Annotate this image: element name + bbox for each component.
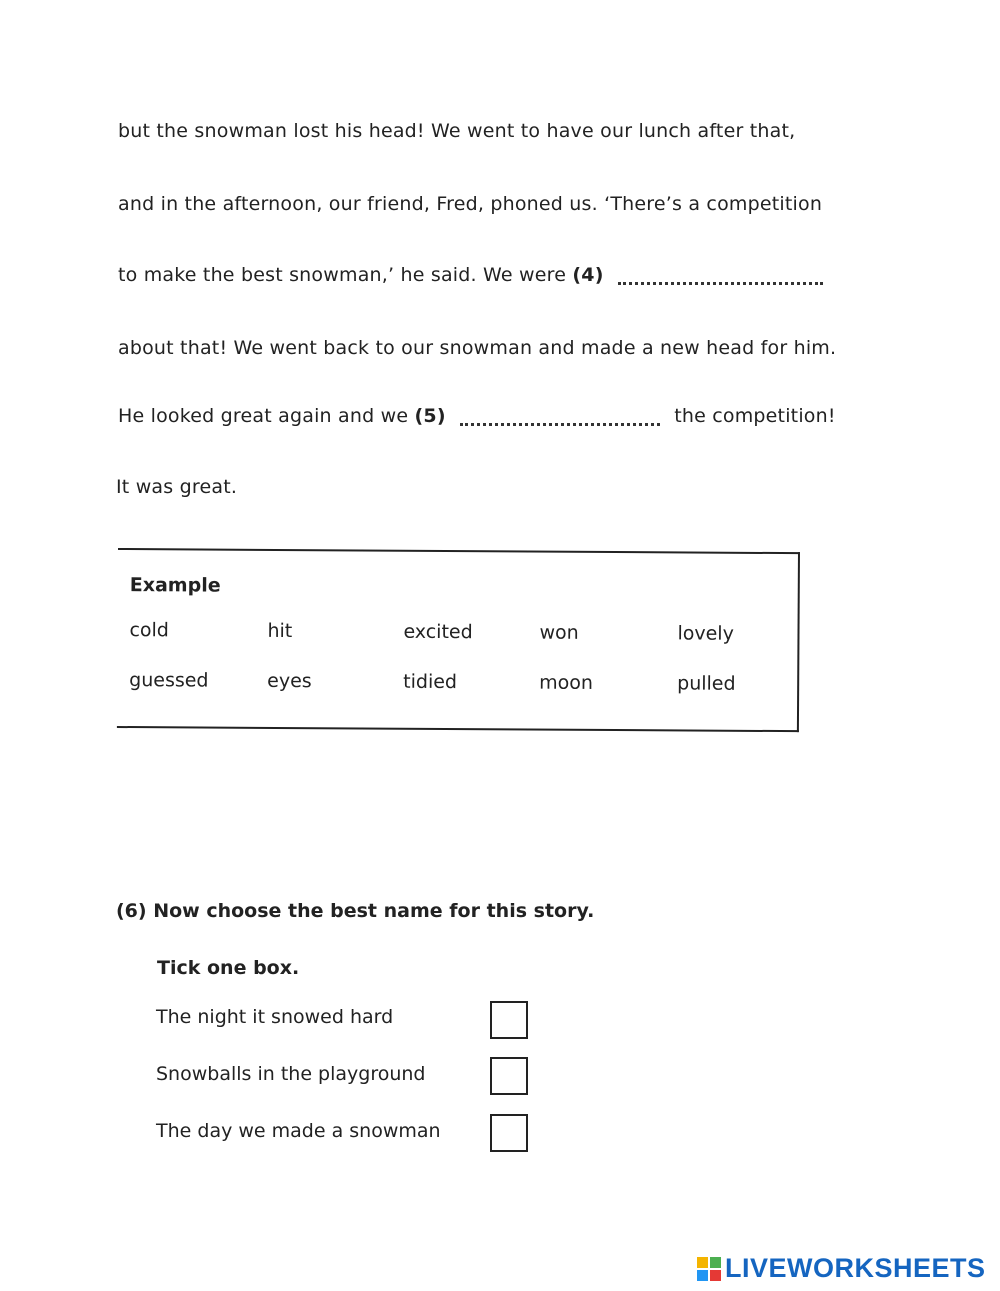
word-lovely: lovely <box>677 622 734 645</box>
word-pulled: pulled <box>677 672 736 695</box>
brand-name: LIVEWORKSHEETS <box>725 1253 986 1283</box>
option-1-label: The night it snowed hard <box>156 1006 394 1028</box>
logo-square-3 <box>697 1270 708 1281</box>
option-3-checkbox[interactable] <box>490 1114 528 1152</box>
gap-4-label: (4) <box>572 264 604 286</box>
question-6-instruction: Tick one box. <box>157 957 300 979</box>
story-line-5-end: the competition! <box>674 405 836 427</box>
story-line-2: and in the afternoon, our friend, Fred, phoned us. ‘There’s a competition <box>118 193 823 215</box>
logo-square-2 <box>710 1257 721 1268</box>
gap-5-answer-blank[interactable] <box>460 405 660 426</box>
story-line-5 <box>118 405 836 427</box>
gap-5-label: (5) <box>414 405 446 427</box>
liveworksheets-brand <box>697 1253 986 1284</box>
question-6-title: (6) Now choose the best name for this story. <box>116 900 595 922</box>
word-hit: hit <box>267 619 293 643</box>
story-line-4: about that! We went back to our snowman and made a new head for him. <box>118 337 837 359</box>
option-2-label: Snowballs in the playground <box>156 1063 426 1085</box>
word-cold: cold <box>129 619 169 642</box>
story-line-1: but the snowman lost his head! We went to have our lunch after that, <box>118 120 796 142</box>
logo-square-4 <box>710 1270 721 1281</box>
story-line-3-text: to make the best snowman,’ he said. We were <box>118 264 567 286</box>
word-tidied: tidied <box>403 670 458 694</box>
word-box-title: Example <box>129 574 221 597</box>
option-1-checkbox[interactable] <box>490 1001 528 1039</box>
gap-4-answer-blank[interactable] <box>618 264 823 285</box>
story-line-3 <box>118 264 831 286</box>
option-2-checkbox[interactable] <box>490 1057 528 1095</box>
word-box <box>117 548 800 732</box>
word-guessed: guessed <box>129 669 209 692</box>
story-line-6: It was great. <box>116 476 238 498</box>
story-line-5-text: He looked great again and we <box>118 405 409 427</box>
word-won: won <box>539 621 579 644</box>
word-eyes: eyes <box>267 669 312 693</box>
logo-square-1 <box>697 1257 708 1268</box>
word-moon: moon <box>539 671 594 694</box>
option-3-label: The day we made a snowman <box>156 1120 441 1142</box>
word-excited: excited <box>403 620 473 644</box>
liveworksheets-logo-icon <box>697 1257 721 1281</box>
